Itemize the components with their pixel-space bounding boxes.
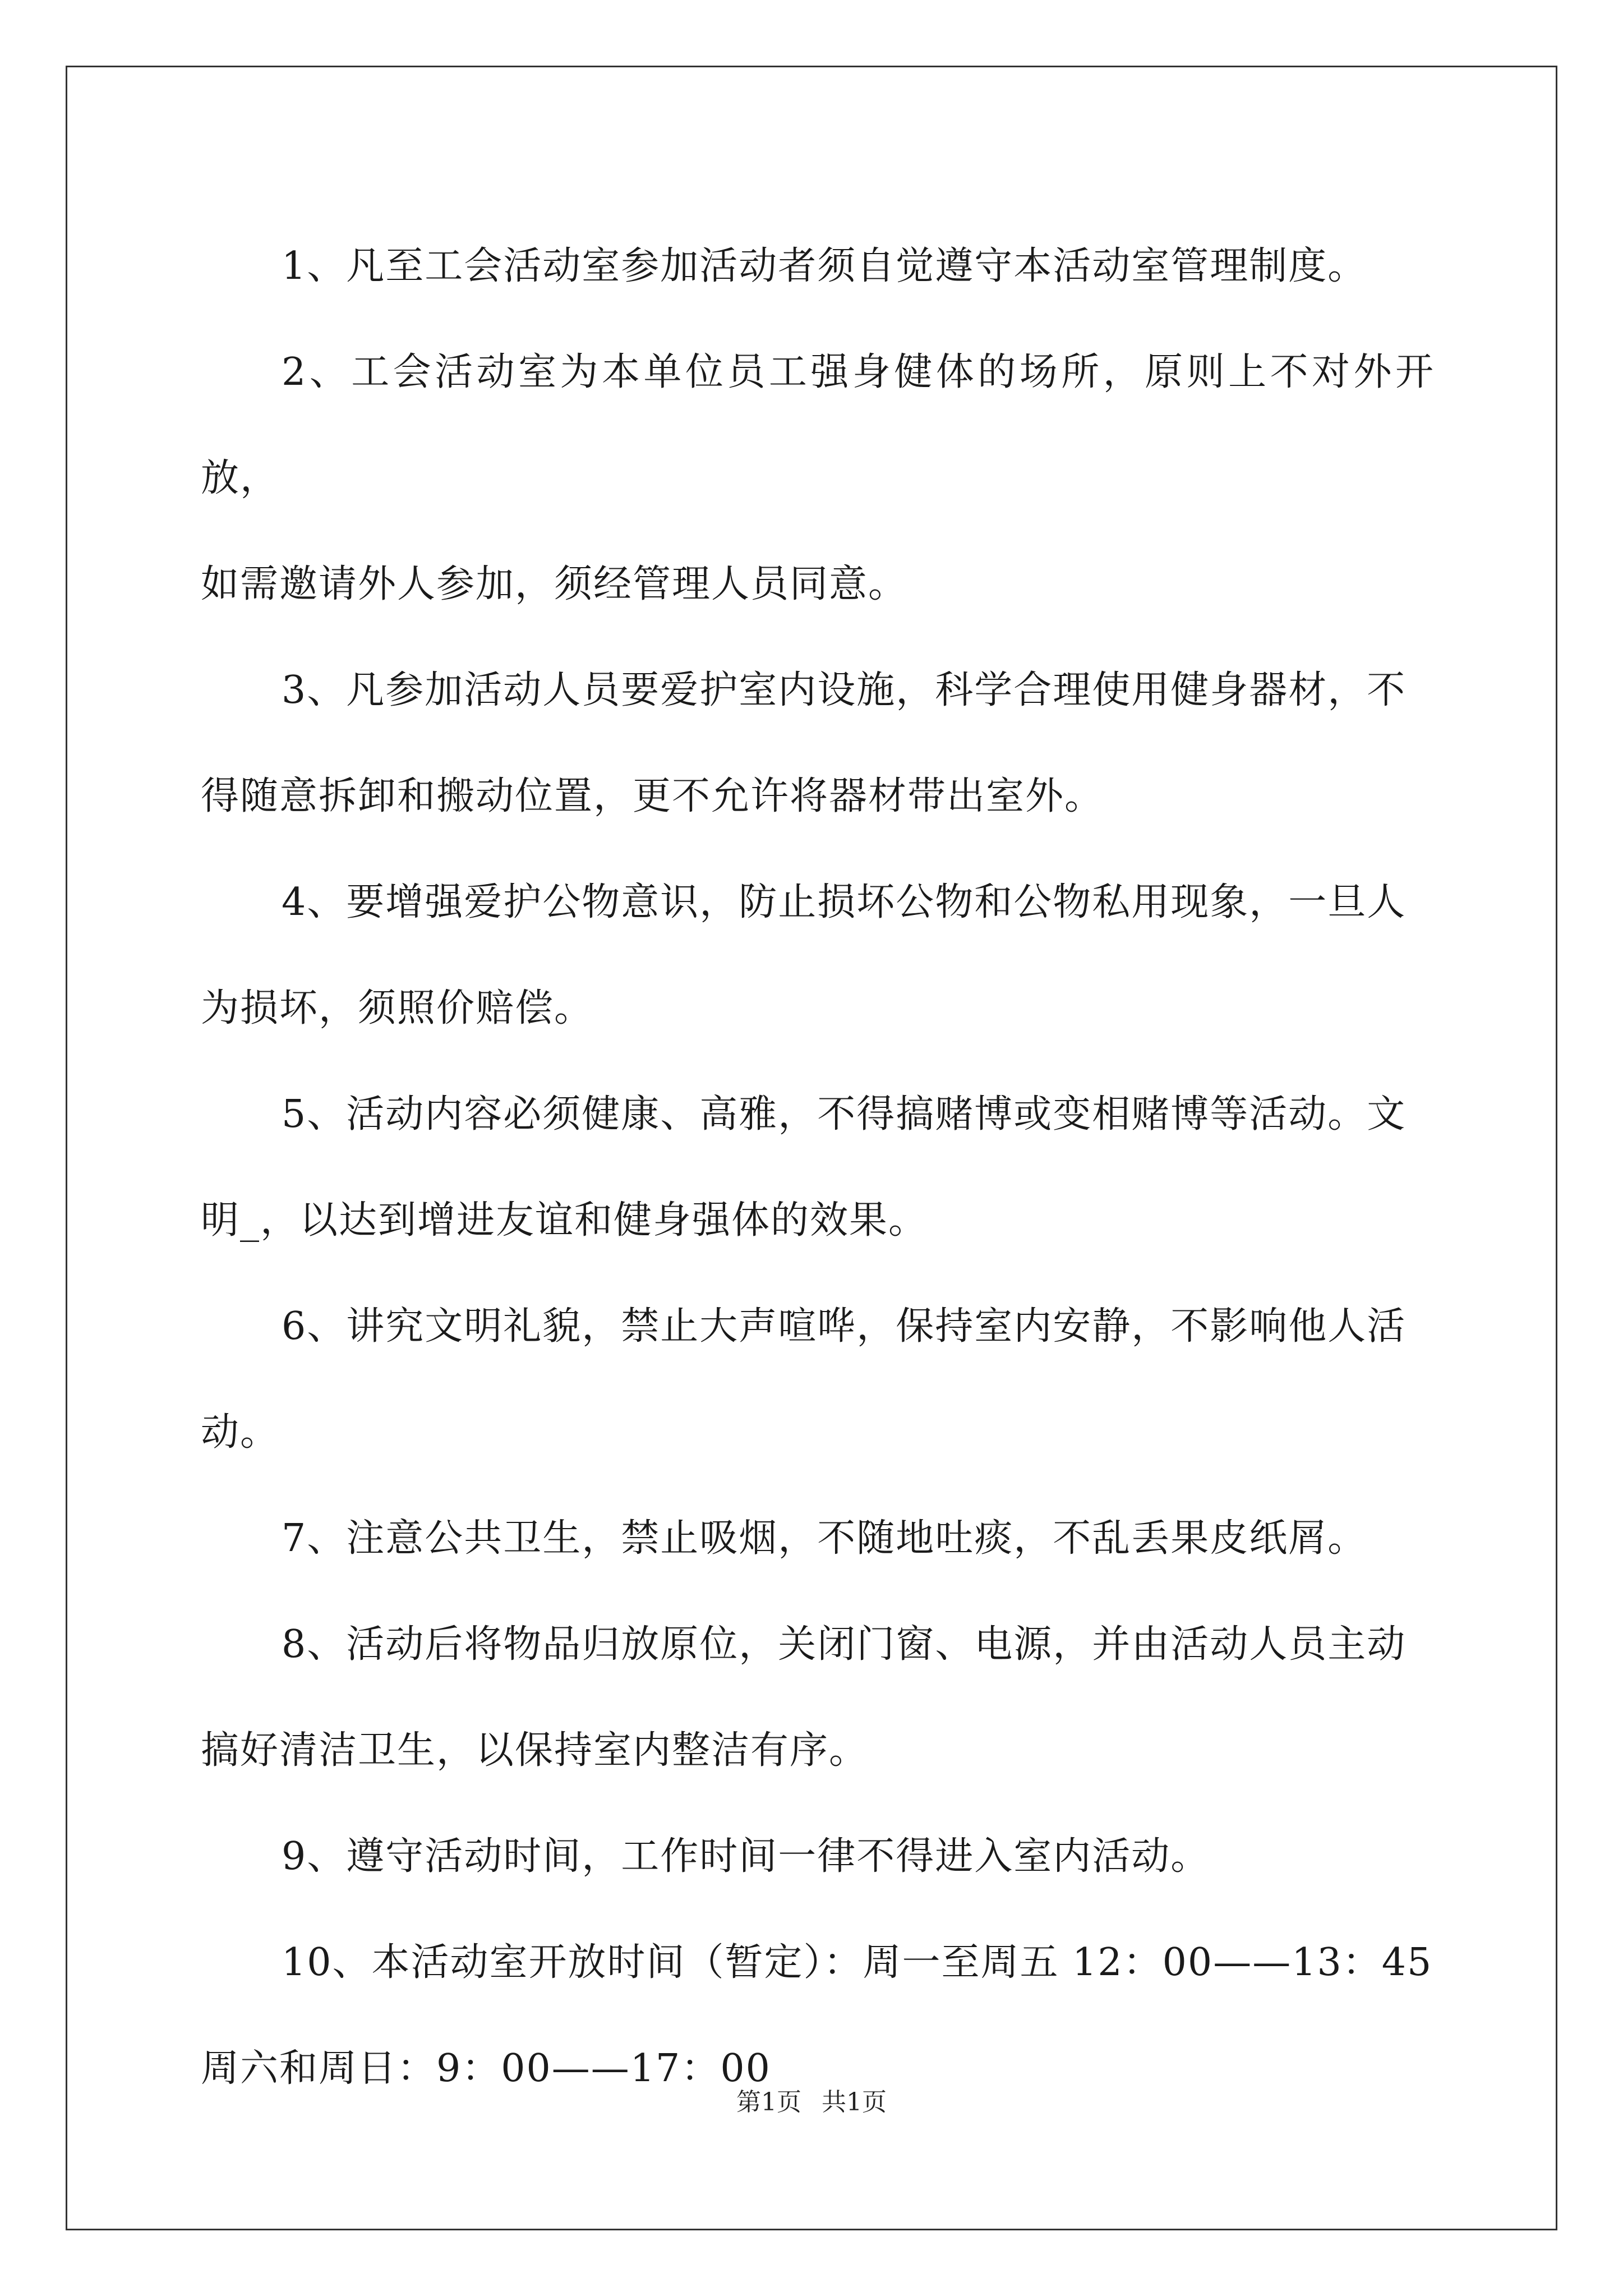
paragraph-line: 如需邀请外人参加，须经管理人员同意。	[201, 562, 908, 606]
paragraph-9	[201, 1803, 1435, 1910]
paragraph-line: 动。	[201, 1410, 280, 1455]
paragraph-line: 9、遵守活动时间，工作时间一律不得进入室内活动。	[282, 1834, 1210, 1879]
paragraph-line: 7、注意公共卫生，禁止吸烟，不随地吐痰，不乱丢果皮纸屑。	[282, 1516, 1367, 1561]
paragraph-line: 6、讲究文明礼貌，禁止大声喧哗，保持室内安静，不影响他人活	[282, 1304, 1407, 1349]
paragraph-line: 2、工会活动室为本单位员工强身健体的场所，原则上不对外开放，	[201, 350, 1435, 500]
paragraph-line: 3、凡参加活动人员要爱护室内设施，科学合理使用健身器材，不	[282, 668, 1407, 712]
page-number-current: 第1页	[736, 2088, 801, 2116]
paragraph-line: 周六和周日：9：00——17：00	[201, 2046, 771, 2091]
paragraph-4	[201, 849, 1435, 1061]
paragraph-line: 10、本活动室开放时间（暂定）：周一至周五 12：00——13：45	[282, 1940, 1433, 1985]
paragraph-line: 搞好清洁卫生，以保持室内整洁有序。	[201, 1728, 869, 1773]
document-body	[201, 213, 1435, 2122]
paragraph-3	[201, 637, 1435, 849]
paragraph-7	[201, 1485, 1435, 1591]
paragraph-5	[201, 1061, 1435, 1273]
paragraph-line: 4、要增强爱护公物意识，防止损坏公物和公物私用现象，一旦人	[282, 880, 1407, 924]
paragraph-1	[201, 213, 1435, 319]
paragraph-line: 为损坏，须照价赔偿。	[201, 986, 594, 1030]
paragraph-line: 1、凡至工会活动室参加活动者须自觉遵守本活动室管理制度。	[282, 244, 1367, 288]
paragraph-line: 8、活动后将物品归放原位，关闭门窗、电源，并由活动人员主动	[282, 1622, 1407, 1667]
paragraph-line: 5、活动内容必须健康、高雅，不得搞赌博或变相赌博等活动。文	[282, 1092, 1407, 1137]
paragraph-8	[201, 1591, 1435, 1803]
paragraph-6	[201, 1273, 1435, 1485]
page-footer	[0, 2086, 1623, 2119]
paragraph-line: 得随意拆卸和搬动位置，更不允许将器材带出室外。	[201, 774, 1104, 818]
paragraph-2	[201, 319, 1435, 637]
page-number-total: 共1页	[822, 2088, 887, 2116]
paragraph-line: 明_，以达到增进友谊和健身强体的效果。	[201, 1198, 928, 1243]
